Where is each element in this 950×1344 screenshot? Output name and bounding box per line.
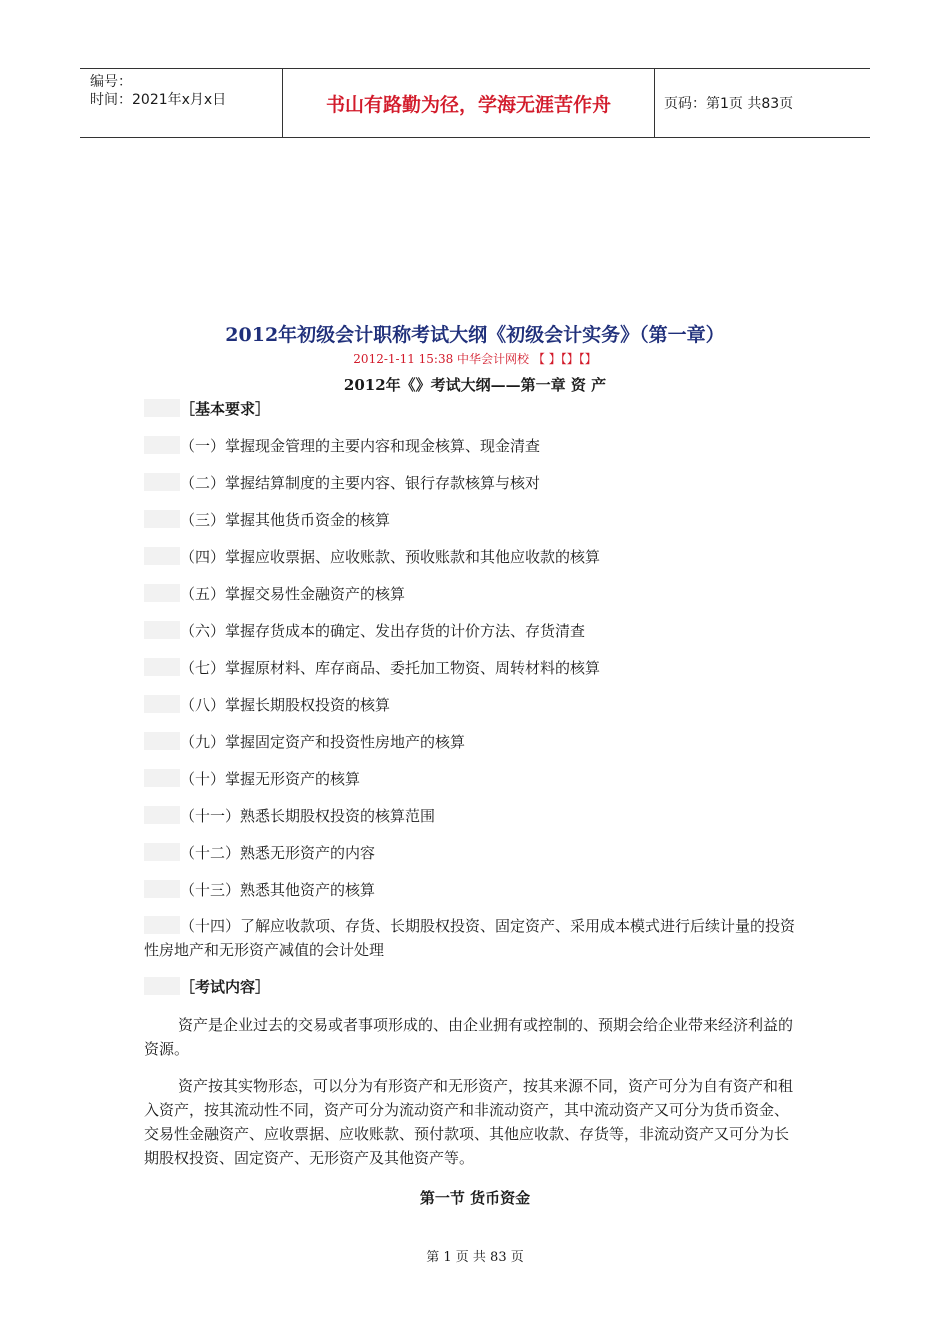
list-item: （八）掌握长期股权投资的核算 [144, 693, 800, 717]
code-label: 编号： [90, 74, 132, 90]
list-item: （二）掌握结算制度的主要内容、银行存款核算与核对 [144, 471, 800, 495]
list-item: （十）掌握无形资产的核算 [144, 767, 800, 791]
page-label: 页码：第1页 共83页 [664, 96, 794, 112]
paragraph-asset-definition: 资产是企业过去的交易或者事项形成的、由企业拥有或控制的、预期会给企业带来经济利益的资源。 [144, 1016, 794, 1058]
list-item-14: （十四）了解应收款项、存货、长期股权投资、固定资产、采用成本模式进行后续计量的投资性房地产和无形资产减值的会计处理 [144, 917, 796, 959]
list-item: （七）掌握原材料、库存商品、委托加工物资、周转材料的核算 [144, 656, 800, 680]
article-subtitle: 2012年《》考试大纲——第一章 资 产 [343, 376, 607, 394]
header-table [80, 68, 870, 138]
list-item: （六）掌握存货成本的确定、发出存货的计价方法、存货清查 [144, 619, 800, 643]
exam-heading-row [144, 975, 800, 999]
basic-heading: ［基本要求］ [180, 400, 271, 418]
list-item: （一）掌握现金管理的主要内容和现金核算、现金清查 [144, 434, 800, 458]
exam-heading: ［考试内容］ [180, 978, 271, 996]
list-item: （四）掌握应收票据、应收账款、预收账款和其他应收款的核算 [144, 545, 800, 569]
list-item: （十三）熟悉其他资产的核算 [144, 878, 800, 902]
list-item: （十一）熟悉长期股权投资的核算范围 [144, 804, 800, 828]
list-item: （十二）熟悉无形资产的内容 [144, 841, 800, 865]
header-info-cell [80, 69, 283, 137]
paragraph-asset-classification: 资产按其实物形态，可以分为有形资产和无形资产，按其来源不同，资产可分为自有资产和租入资产，按其流动性不同，资产可分为流动资产和非流动资产，其中流动资产又可分为货币资金、交易性金融资产、应收票据、应收账款、预付款项、其他应收款、存货等，非流动资产又可分为长期股权投资、固定资产、无形资产及其他资产等。 [144, 1077, 794, 1167]
article-meta: 2012-1-11 15:38 中华会计网校 【 】【】【】 [353, 352, 597, 366]
page-footer: 第 1 页 共 83 页 [426, 1250, 524, 1265]
article-title: 2012年初级会计职称考试大纲《初级会计实务》（第一章） [225, 324, 725, 346]
motto: 书山有路勤为径，学海无涯苦作舟 [283, 69, 655, 137]
list-item: （三）掌握其他货币资金的核算 [144, 508, 800, 532]
list-item: （九）掌握固定资产和投资性房地产的核算 [144, 730, 800, 754]
basic-heading-row [144, 397, 800, 421]
time-label: 时间：2021年x月x日 [90, 92, 227, 108]
section-heading: 第一节 货币资金 [419, 1189, 531, 1207]
list-item: （五）掌握交易性金融资产的核算 [144, 582, 800, 606]
